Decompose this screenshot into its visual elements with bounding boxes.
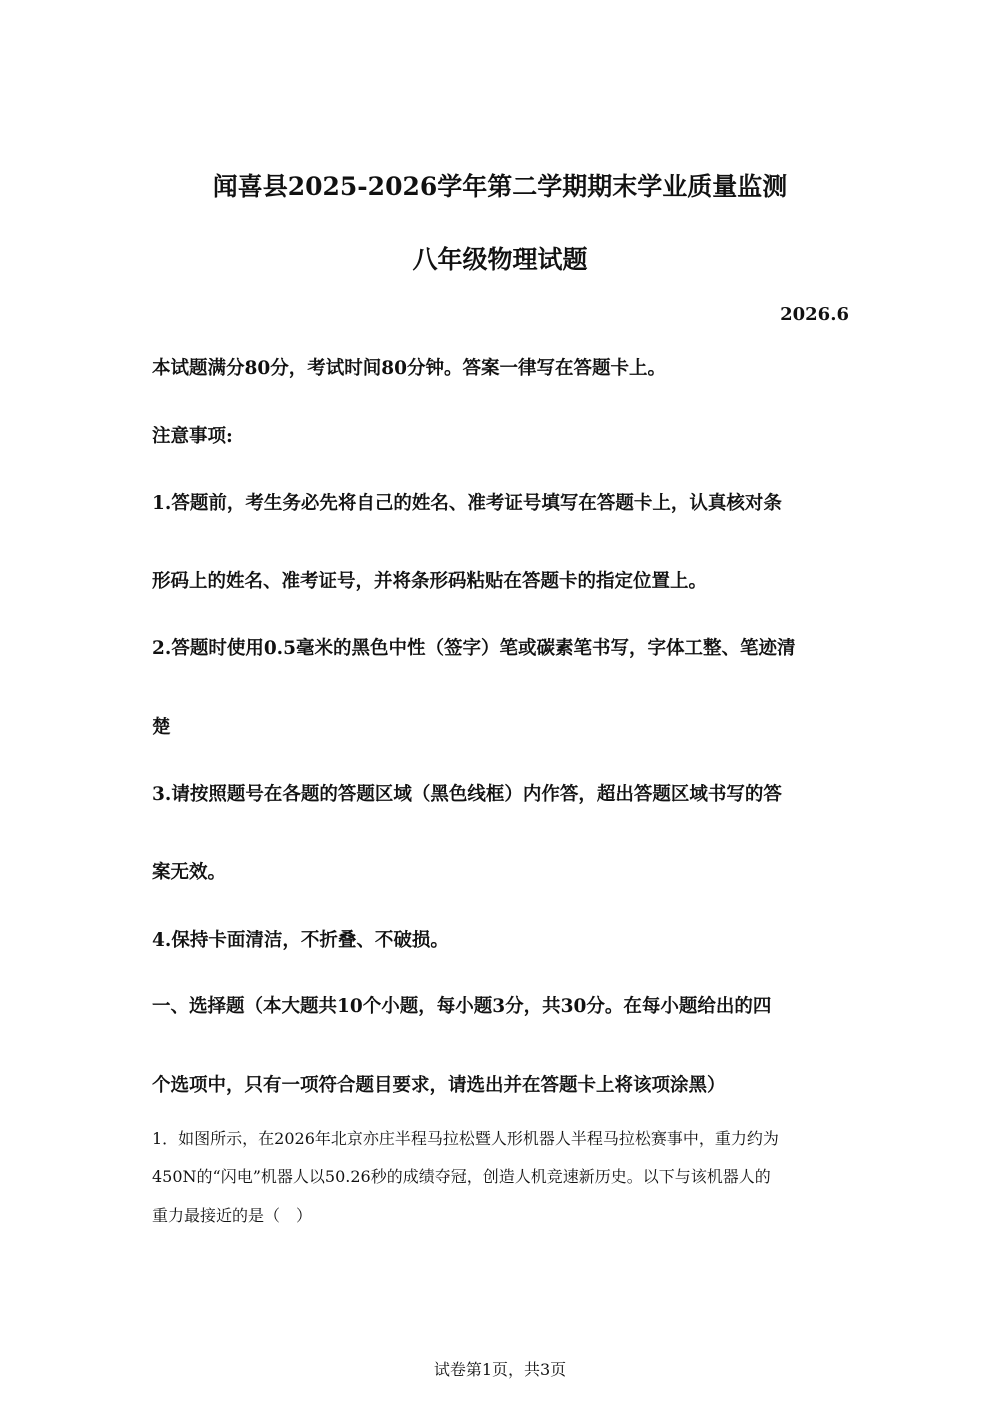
question-text: 重力最接近的是（ ） <box>152 1206 313 1225</box>
question-text: 450N的“闪电”机器人以50.26秒的成绩夺冠，创造人机竞速新历史。以下与该机器人的 <box>152 1167 771 1186</box>
page-footer: 试卷第1页，共3页 <box>433 1360 567 1379</box>
notes-heading: 注意事项: <box>152 426 233 447</box>
exam-date: 2026.6 <box>780 304 849 325</box>
exam-subtitle: 八年级物理试题 <box>412 245 588 274</box>
section-heading: 一、选择题（本大题共10个小题，每小题3分，共30分。在每小题给出的四 <box>152 996 772 1017</box>
question-text: 1．如图所示，在2026年北京亦庄半程马拉松暨人形机器人半程马拉松赛事中，重力约为 <box>152 1129 779 1148</box>
note-line: 2.答题时使用0.5毫米的黑色中性（签字）笔或碳素笔书写，字体工整、笔迹清 <box>152 638 796 659</box>
note-line: 形码上的姓名、准考证号，并将条形码粘贴在答题卡的指定位置上。 <box>152 571 708 592</box>
exam-title: 闻喜县2025-2026学年第二学期期末学业质量监测 <box>212 172 788 201</box>
note-line: 1.答题前，考生务必先将自己的姓名、准考证号填写在答题卡上，认真核对条 <box>152 493 782 514</box>
note-line: 3.请按照题号在各题的答题区域（黑色线框）内作答，超出答题区域书写的答 <box>152 784 782 805</box>
note-line: 4.保持卡面清洁，不折叠、不破损。 <box>152 930 449 951</box>
note-line: 案无效。 <box>152 862 227 883</box>
exam-intro: 本试题满分80分，考试时间80分钟。答案一律写在答题卡上。 <box>152 358 666 379</box>
note-line: 楚 <box>152 717 171 738</box>
section-heading: 个选项中，只有一项符合题目要求，请选出并在答题卡上将该项涂黑） <box>152 1075 726 1096</box>
